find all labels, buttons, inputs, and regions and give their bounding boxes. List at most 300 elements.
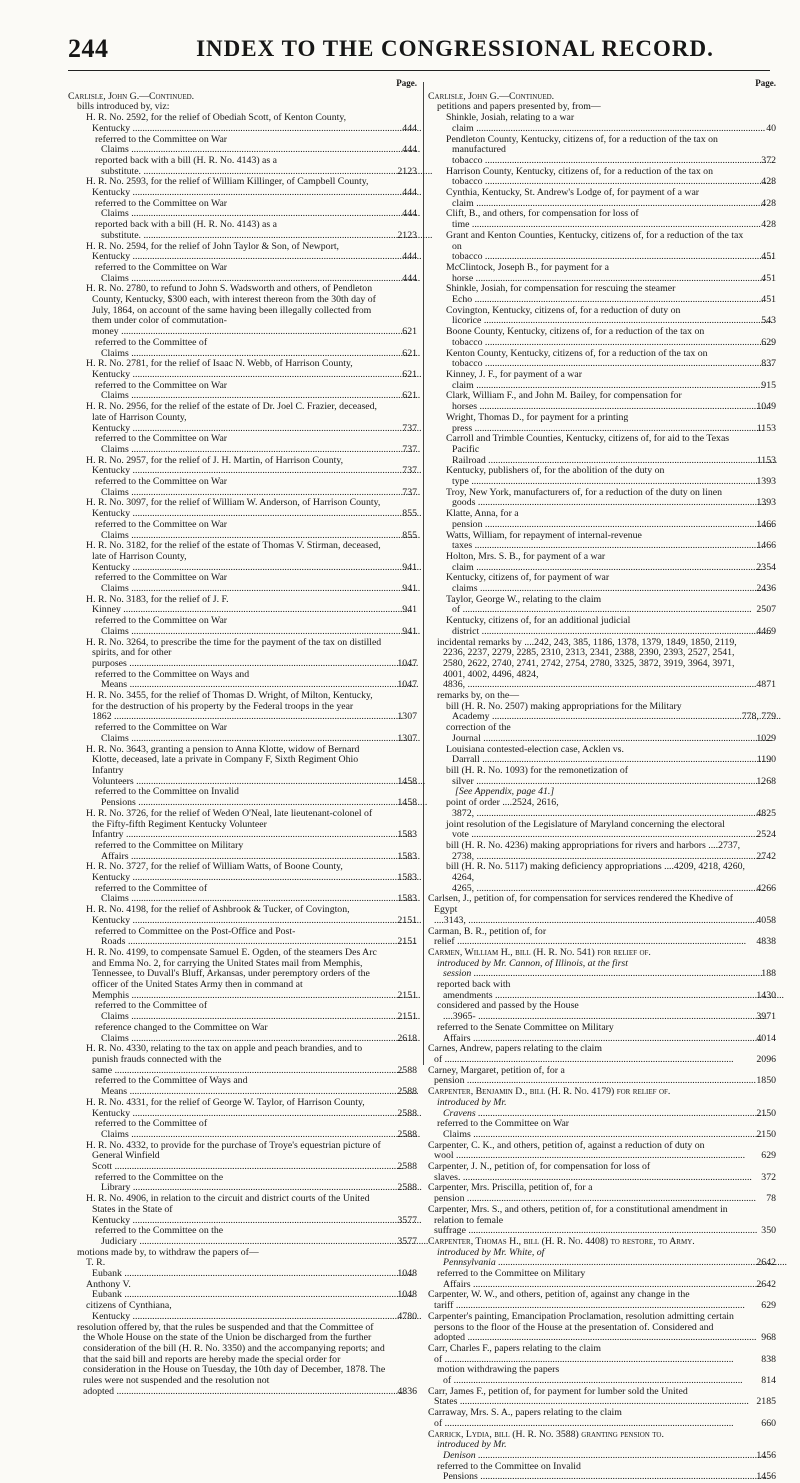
entry-text: H. R. No. 2956, for the relief of the estate of Dr. Joel C. Frazier, deceased, late of Harrison County, Kentucky ..... [68,402,386,434]
index-entry [428,488,776,509]
index-entry [68,113,417,134]
entry-text: Carlisle, John G.—Continued. [428,90,555,102]
entry-text: Carpenter, W. W., and others, petition of, against any change in the tariff ..... [428,1290,745,1311]
entry-page-ref: 915 [761,379,776,391]
index-entry [428,1462,776,1483]
index-entry [428,1408,776,1429]
entry-text: Carlisle, John G.—Continued. [68,90,195,102]
index-entry [68,1194,417,1226]
index-entry [428,552,776,573]
entry-page-ref: 1029 [756,732,776,744]
entry-text: Harrison County, Kentucky, citizens of, for a reduction of the tax on tobacco ..... [428,167,745,188]
entry-text: referred to the Committee on Ways and Means ..... [68,670,386,691]
entry-page-ref: 855 [402,529,417,541]
entry-page-ref: 4014 [756,1032,776,1044]
entry-text: Holton, Mrs. S. B., for payment of a war claim ..... [428,552,745,573]
entry-text: H. R. No. 2781, for the relief of Isaac N. Webb, of Harrison County, Kentucky ..... [68,359,386,380]
index-entry [428,1119,776,1140]
entry-text: Carrick, Lydia, bill (H. R. No. 3588) granting pension to. [428,1428,664,1440]
index-entry [428,231,776,263]
entry-text: Cynthia, Kentucky, St. Andrew's Lodge of, for payment of a war claim ..... [428,188,745,209]
entry-text: H. R. No. 2957, for the relief of J. H. Martin, of Harrison County, Kentucky ..... [68,456,386,477]
entry-text: resolution offered by, that the rules be suspended and that the Committee of the Whole House on the state of the Union be discharged from the further consideration of the bill (H. R. No. 3350) and the accompanying reports; and that the said bill and reports are hereby made the special order for consideration in the House on Tuesday, the 10th day of December, 1878. The rules were not suspended and the resolution not adopted ..... [68,1323,386,1398]
entry-page-ref: 1190 [756,754,776,766]
entry-page-ref: 4825 [756,807,776,819]
entry-page-ref: 372 [761,1171,776,1183]
entry-text: referred to the Committee on War Claims ..... [68,723,386,744]
entry-page-ref: 814 [761,1375,776,1387]
index-entry [428,766,776,787]
entry-text: Kentucky, citizens of, for an additional judicial district ..... [428,616,745,637]
entry-page-ref: 941 [402,604,417,616]
index-entry [428,1183,776,1204]
entry-text: referred to the Committee on War Claims ..... [68,263,386,284]
entry-text: Carpenter, Thomas H., bill (H. R. No. 4408) to restore, to Army. [428,1235,695,1247]
entry-page-ref: 1583 [397,829,417,841]
entry-text: referred to the Committee on War Claims ..... [68,381,386,402]
entry-page-ref: 4836 [397,1385,417,1397]
entry-text: Kentucky, citizens of, for payment of war claims ..... [428,573,745,594]
index-entry [68,1001,417,1022]
index-entry [68,477,417,498]
entry-page-ref: 621 [402,326,417,338]
entry-text: Grant and Kenton Counties, Kentucky, citizens of, for a reduction of the tax on tobacco ..... [428,231,745,263]
entry-page-ref: 428 [761,176,776,188]
entry-page-ref: 1458 [397,797,417,809]
index-entry [68,1301,417,1322]
page-column-label: Page. [755,78,776,88]
entry-page-ref: 451 [761,272,776,284]
entry-text: bill (H. R. No. 5117) making deficiency appropriations ....4209, 4218, 4260, 4264, 4265, ..... [428,862,745,894]
entry-page-ref: 428 [761,219,776,231]
index-entry [428,862,776,894]
index-entry [428,1248,776,1269]
index-entry [428,349,776,370]
entry-text: referred to the Committee on War Claims ..... [68,434,386,455]
entry-text: Boone County, Kentucky, citizens of, for a reduction of the tax on tobacco ..... [428,327,745,348]
entry-text: H. R. No. 2593, for the relief of William Killinger, of Campbell County, Kentucky ..... [68,177,386,198]
index-entry [68,381,417,402]
index-entry [68,338,417,359]
entry-text: H. R. No. 3643, granting a pension to Anna Klotte, widow of Bernard Klotte, deceased, late a private in Company F, Sixth Regiment Ohio Infantry Volunteers ..... [68,745,386,788]
entry-text: H. R. No. 2780, to refund to John S. Wadsworth and others, of Pendleton County, Kentucky, $300 each, with interest thereon from the 30th day of July, 1864, on account of the same having been illegally collected from them under color of commutation-money ..... [68,284,386,338]
entry-page-ref: 444 [402,251,417,263]
entry-text: H. R. No. 2592, for the relief of Obediah Scott, of Kenton County, Kentucky ..... [68,113,386,134]
index-entry [428,1290,776,1311]
entry-text: Carlsen, J., petition of, for compensation for services rendered the Khedive of Egypt ....3143, ..... [428,894,745,926]
entry-text: reference changed to the Committee on War Claims ..... [68,1023,386,1044]
index-entry [428,284,776,305]
index-entry [428,1440,776,1461]
entry-page-ref: 621 [402,368,417,380]
index-entry [428,391,776,412]
index-entry [68,595,417,616]
entry-text: H. R. No. 3183, for the relief of J. F. Kinney ..... [68,595,386,616]
index-entry [428,1001,776,1022]
entry-page-ref: 2524 [756,829,776,841]
index-entry [428,466,776,487]
index-entry [428,531,776,552]
entry-page-ref: 2588 [397,1128,417,1140]
entry-text: referred to the Committee on Invalid Pensions ..... [428,1462,745,1483]
entry-text: Carpenter, Mrs. Priscilla, petition of, for a pension ..... [428,1183,745,1204]
index-entry [428,1098,776,1119]
left-entries [68,92,417,1398]
entry-text: referred to the Committee on War Claims ..... [68,135,386,156]
entry-page-ref: 4780 [397,1310,417,1322]
entry-page-ref: 1466 [756,518,776,530]
right-column [428,78,776,1483]
entry-page-ref: 1430 [756,989,776,1001]
header-rule [68,70,770,71]
index-entry [428,798,776,819]
entry-text: referred to the Committee of Ways and Means ..... [68,1076,386,1097]
index-entry [428,638,776,692]
entry-page-ref: 1047 [397,679,417,691]
index-entry [68,402,417,434]
index-entry [428,1023,776,1044]
entry-text: H. R. No. 4906, in relation to the circuit and district courts of the United States in the State of Kentucky ..... [68,1194,386,1226]
entry-page-ref: 1153 [756,422,776,434]
entry-page-ref: 855 [402,508,417,520]
entry-page-ref: 1307 [397,732,417,744]
index-entry [428,263,776,284]
entry-text: T. R. Eubank ..... [68,1258,386,1279]
index-entry [68,199,417,220]
index-entry [428,745,776,766]
index-entry [68,1076,417,1097]
entry-page-ref: 2151 [397,914,417,926]
index-entry [68,1023,417,1044]
entry-text: motions made by, to withdraw the papers of— [77,1246,259,1258]
page-title: INDEX TO THE CONGRESSIONAL RECORD. [196,36,714,61]
index-entry [428,306,776,327]
index-entry [428,1162,776,1183]
index-entry [428,434,776,466]
entry-text: Kenton County, Kentucky, citizens of, for a reduction of the tax on tobacco ..... [428,349,745,370]
entry-text: referred to the Committee of Claims ..... [68,1119,386,1140]
index-entry [68,745,417,788]
entry-page-ref: 1583 [397,872,417,884]
index-entry [428,1205,776,1237]
entry-page-ref: 941 [402,561,417,573]
index-entry [428,1066,776,1087]
index-entry [68,884,417,905]
entry-page-ref: 2123 [397,165,417,177]
entry-text: Carnes, Andrew, papers relating to the claim of ..... [428,1044,745,1065]
left-column [68,78,417,1397]
entry-text: Carr, James F., petition of, for payment for lumber sold the United States ..... [428,1387,745,1408]
index-entry [428,702,776,723]
entry-text: referred to the Senate Committee on Military Affairs ..... [428,1023,745,1044]
entry-text: Louisiana contested-election case, Acklen vs. Darrall ..... [428,745,745,766]
entry-page-ref: 2150 [756,1128,776,1140]
entry-page-ref: 2096 [756,1053,776,1065]
entry-text: introduced by Mr. Denison ..... [428,1440,745,1461]
entry-page-ref: 1583 [397,893,417,905]
entry-page-ref: 4469 [756,625,776,637]
entry-page-ref: 941 [402,583,417,595]
index-entry [428,113,776,134]
index-entry [428,1344,776,1365]
entry-page-ref: 428 [761,197,776,209]
entry-text: Carpenter, J. N., petition of, for compensation for loss of slaves. ..... [428,1162,745,1183]
index-entry [68,1141,417,1173]
index-entry [428,841,776,862]
entry-text: Anthony V. Eubank ..... [68,1280,386,1301]
index-entry [68,948,417,1002]
entry-text: joint resolution of the Legislature of Maryland concerning the electoral vote ..... [428,820,745,841]
entry-page-ref: 1393 [756,476,776,488]
index-entry [428,209,776,230]
entry-text: bill (H. R. No. 4236) making appropriations for rivers and harbors ....2737, 2738, ..... [428,841,745,862]
entry-page-ref: 451 [761,251,776,263]
entry-page-ref: 621 [402,390,417,402]
entry-page-ref: 2588 [397,1064,417,1076]
entry-text: H. R. No. 3097, for the relief of William W. Anderson, of Harrison County, Kentucky ..... [68,498,386,519]
entry-page-ref: 621 [402,347,417,359]
index-entry [428,927,776,948]
entry-page-ref: 1850 [756,1075,776,1087]
entry-page-ref: 4871 [756,679,776,691]
index-entry [68,520,417,541]
index-entry [68,616,417,637]
entry-page-ref: 837 [761,358,776,370]
entry-page-ref: 2150 [756,1107,776,1119]
index-entry [68,135,417,156]
entry-page-ref: 2354 [756,561,776,573]
entry-text: Kinney, J. F., for payment of a war claim ..... [428,370,745,391]
index-entry [68,1098,417,1119]
entry-page-ref: 543 [761,315,776,327]
page-column-label: Page. [396,78,417,88]
entry-page-ref: 737 [402,486,417,498]
entry-text: Clift, B., and others, for compensation for loss of time ..... [428,209,745,230]
entry-page-ref: 3971 [756,1011,776,1023]
index-entry [68,841,417,862]
entry-text: Carman, B. R., petition of, for relief ..... [428,927,745,948]
entry-text: introduced by Mr. Cravens ..... [428,1098,745,1119]
entry-text: referred to Committee on the Post-Office and Post-Roads ..... [68,927,386,948]
entry-text: Covington, Kentucky, citizens of, for a reduction of duty on licorice ..... [428,306,745,327]
index-entry [428,1044,776,1065]
entry-page-ref: 1307 [397,711,417,723]
index-entry [68,177,417,198]
index-entry [428,616,776,637]
entry-page-ref: 1153 [756,454,776,466]
entry-text: H. R. No. 3727, for the relief of William Watts, of Boone County, Kentucky ..... [68,862,386,883]
entry-page-ref: 2618 [397,1032,417,1044]
entry-text: Klatte, Anna, for a pension ..... [428,509,745,530]
entry-page-ref: 444 [402,122,417,134]
entry-text: Carpenter, Benjamin D., bill (H. R. No. 4179) for relief of. [428,1086,671,1098]
entry-page-ref: 2123 [397,229,417,241]
entry-text: referred to the Committee on Invalid Pensions ..... [68,787,386,808]
entry-text: referred to the Committee on Military Affairs ..... [428,1269,745,1290]
entry-text: Carmen, William H., bill (H. R. No. 541) for relief of. [428,946,651,958]
index-entry [68,498,417,519]
entry-text: Clark, William F., and John M. Bailey, for compensation for horses ..... [428,391,745,412]
entry-page-ref: 2742 [756,850,776,862]
entry-page-ref: 2151 [397,936,417,948]
entry-page-ref: 2588 [397,1182,417,1194]
entry-text: Carr, Charles F., papers relating to the claim of ..... [428,1344,745,1365]
entry-page-ref: 941 [402,625,417,637]
index-entry [428,573,776,594]
index-entry [428,370,776,391]
index-entry [68,670,417,691]
entry-text: Shinkle, Josiah, for compensation for rescuing the steamer Echo ..... [428,284,745,305]
entry-text: referred to the Committee on War Claims ..... [68,573,386,594]
entry-text: reported back with amendments ..... [428,980,745,1001]
entry-text: reported back with a bill (H. R. No. 4143) as a substitute. ..... [68,220,386,241]
index-entry [68,541,417,573]
entry-page-ref: 660 [761,1417,776,1429]
entry-page-ref: 737 [402,465,417,477]
entry-page-ref: 2642 [756,1278,776,1290]
entry-text: referred to the Committee of Claims ..... [68,884,386,905]
entry-page-ref: 2642 [756,1257,776,1269]
entry-page-ref: 78 [766,1193,776,1205]
entry-text: referred to the Committee of Claims ..... [68,1001,386,1022]
entry-text: referred to the Committee on the Library ..... [68,1173,386,1194]
entry-text: referred to the Committee on Military Affairs ..... [68,841,386,862]
entry-text: introduced by Mr. White, of Pennsylvania ..... [428,1248,745,1269]
entry-text: Carraway, Mrs. S. A., papers relating to the claim of ..... [428,1408,745,1429]
index-entry [68,1044,417,1076]
entry-text: point of order ....2524, 2616, 3872, ..... [428,798,745,819]
entry-page-ref: 1583 [397,850,417,862]
entry-page-ref: 444 [402,272,417,284]
index-entry [68,263,417,284]
entry-page-ref: 1049 [756,401,776,413]
entry-text: H. R. No. 4198, for the relief of Ashbrook & Tucker, of Covington, Kentucky ..... [68,905,386,926]
index-entry [428,1365,776,1386]
entry-text: referred to the Committee on War Claims ..... [68,477,386,498]
index-entry [68,787,417,808]
index-entry [428,1269,776,1290]
entry-page-ref: 2185 [756,1396,776,1408]
index-entry [428,820,776,841]
entry-page-ref: 737 [402,443,417,455]
index-entry [68,905,417,926]
index-entry [428,135,776,167]
entry-text: H. R. No. 3264, to prescribe the time for the payment of the tax on distilled spirits, and for other purposes ..... [68,638,386,670]
index-entry [428,894,776,926]
entry-page-ref: 2151 [397,989,417,1001]
entry-page-ref: 4838 [756,936,776,948]
index-entry [68,156,417,177]
entry-text: introduced by Mr. Cannon, of Illinois, at the first session ..... [428,959,745,980]
entry-page-ref: 2588 [397,1161,417,1173]
index-entry [68,456,417,477]
entry-page-ref: 40 [766,122,776,134]
index-entry [428,167,776,188]
entry-text: Troy, New York, manufacturers of, for a reduction of the duty on linen goods ..... [428,488,745,509]
index-entry [428,327,776,348]
index-entry [68,927,417,948]
entry-text: remarks by, on the— [437,690,520,702]
entry-page-ref: 451 [761,294,776,306]
index-entry [428,980,776,1001]
entry-page-ref: 444 [402,187,417,199]
index-entry [428,959,776,980]
index-entry [428,1141,776,1162]
index-entry [68,573,417,594]
entry-text: H. R. No. 4331, for the relief of George W. Taylor, of Harrison County, Kentucky ..... [68,1098,386,1119]
index-entry [68,242,417,263]
index-entry [428,595,776,616]
entry-page-ref: 1456 [756,1471,776,1483]
entry-page-ref: 968 [761,1332,776,1344]
entry-text: Carroll and Trimble Counties, Kentucky, citizens of, for aid to the Texas Pacific Railroad ..... [428,434,745,466]
entry-page-ref: 2507 [756,604,776,616]
index-entry [428,1312,776,1344]
index-entry [68,434,417,455]
entry-page-ref: 1047 [397,657,417,669]
entry-page-ref: 4058 [756,914,776,926]
entry-text: McClintock, Joseph B., for payment for a horse ..... [428,263,745,284]
entry-page-ref: 2588 [397,1107,417,1119]
index-entry [68,1280,417,1301]
entry-text: H. R. No. 3726, for the relief of Weden O'Neal, late lieutenant-colonel of the Fifty-fifth Regiment Kentucky Volunteer Infantry ..... [68,809,386,841]
entry-text: citizens of Cynthiana, Kentucky ..... [68,1301,386,1322]
index-entry [428,509,776,530]
entry-page-ref: 629 [761,1300,776,1312]
index-entry [68,220,417,241]
entry-text: bills introduced by, viz: [77,101,170,113]
entry-text: Carpenter's painting, Emancipation Proclamation, resolution admitting certain persons to the floor of the House at the presentation of. Considered and adopted ..... [428,1312,745,1344]
page-header [0,34,800,74]
index-entry [68,1258,417,1279]
entry-page-ref: 838 [761,1353,776,1365]
index-entry [68,809,417,841]
entry-page-ref: 3577 [397,1214,417,1226]
entry-page-ref: 350 [761,1225,776,1237]
entry-text: petitions and papers presented by, from— [437,101,601,113]
entry-page-ref: 1393 [756,497,776,509]
entry-text: referred to the Committee on War Claims ..... [428,1119,745,1140]
entry-page-ref: 4266 [756,882,776,894]
index-entry [68,1323,417,1398]
entry-text: bill (H. R. No. 2507) making appropriations for the Military Academy ..... [428,702,739,723]
index-entry [68,284,417,338]
entry-text: [See Appendix, page 41.] [455,786,555,798]
entry-page-ref: 2151 [397,1011,417,1023]
entry-text: H. R. No. 3455, for the relief of Thomas D. Wright, of Milton, Kentucky, for the destruction of his property by the Federal troops in the year 1862 ..... [68,691,386,723]
entry-page-ref: 1456 [756,1450,776,1461]
right-entries [428,92,776,1483]
entry-text: referred to the Committee on War Claims ..... [68,199,386,220]
index-entry [428,413,776,434]
index-entry [68,359,417,380]
entry-page-ref: 2436 [756,583,776,595]
entry-text: H. R. No. 4332, to provide for the purchase of Troye's equestrian picture of General Winfield Scott ..... [68,1141,386,1173]
page-number: 244 [68,34,109,63]
entry-text: Carpenter, Mrs. S., and others, petition of, for a constitutional amendment in relation to female suffrage ..... [428,1205,745,1237]
entry-page-ref: 1048 [397,1289,417,1301]
index-entry [68,1119,417,1140]
entry-page-ref: 1466 [756,540,776,552]
entry-text: bill (H. R. No. 1093) for the remonetization of silver ..... [428,766,745,787]
entry-text: referred to the Committee on War Claims ..... [68,520,386,541]
entry-text: Carney, Margaret, petition of, for a pension ..... [428,1066,745,1087]
entry-text: referred to the Committee on War Claims ..... [68,616,386,637]
entry-text: H. R. No. 2594, for the relief of John Taylor & Son, of Newport, Kentucky ..... [68,242,386,263]
entry-text: H. R. No. 4199, to compensate Samuel E. Ogden, of the steamers Des Arc and Emma No. 2, for carrying the United States mail from Memphis, Tennessee, to Duvall's Bluff, Arkansas, under peremptory orders of the officer of the United States Army then in command at Memphis ..... [68,948,386,1002]
entry-page-ref: 1458 [397,775,417,787]
index-entry [68,1248,417,1259]
